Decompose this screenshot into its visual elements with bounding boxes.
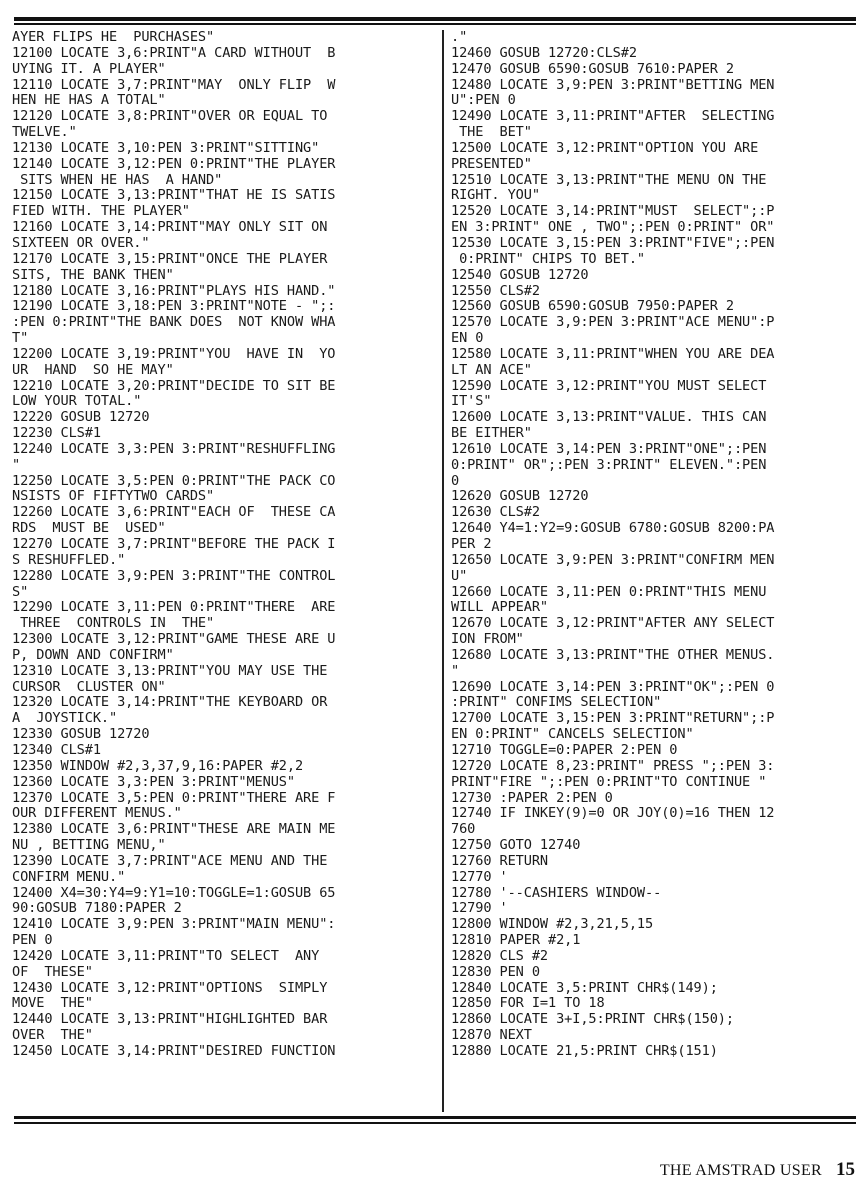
code-line: 12420 LOCATE 3,11:PRINT"TO SELECT ANY xyxy=(12,948,320,964)
code-line: 12290 LOCATE 3,11:PEN 0:PRINT"THERE ARE xyxy=(12,600,336,616)
code-line: 12160 LOCATE 3,14:PRINT"MAY ONLY SIT ON xyxy=(12,220,328,236)
code-line: SITS WHEN HE HAS A HAND" xyxy=(12,172,223,188)
code-line: SIXTEEN OR OVER." xyxy=(12,235,150,251)
code-line: OF THESE" xyxy=(12,964,93,980)
code-line: MOVE THE" xyxy=(12,996,93,1012)
code-line: 12510 LOCATE 3,13:PRINT"THE MENU ON THE xyxy=(451,172,767,188)
code-line: 0:PRINT" OR";:PEN 3:PRINT" ELEVEN.":PEN xyxy=(451,457,767,473)
code-line: 12260 LOCATE 3,6:PRINT"EACH OF THESE CA xyxy=(12,505,336,521)
code-line: EN 0 xyxy=(451,331,484,347)
code-line: 12650 LOCATE 3,9:PEN 3:PRINT"CONFIRM MEN xyxy=(451,552,775,568)
code-line: 12800 WINDOW #2,3,21,5,15 xyxy=(451,917,654,933)
code-line: 12530 LOCATE 3,15:PEN 3:PRINT"FIVE";:PEN xyxy=(451,235,775,251)
code-line: UYING IT. A PLAYER" xyxy=(12,61,166,77)
code-line: 12100 LOCATE 3,6:PRINT"A CARD WITHOUT B xyxy=(12,45,336,61)
code-line: 12440 LOCATE 3,13:PRINT"HIGHLIGHTED BAR xyxy=(12,1012,328,1028)
code-line: 12450 LOCATE 3,14:PRINT"DESIRED FUNCTION xyxy=(12,1044,336,1059)
code-line: RIGHT. YOU" xyxy=(451,188,540,204)
page-number: 15 xyxy=(836,1159,855,1180)
code-line: 12730 :PAPER 2:PEN 0 xyxy=(451,790,613,806)
code-line: 12560 GOSUB 6590:GOSUB 7950:PAPER 2 xyxy=(451,299,734,315)
code-line: ." xyxy=(451,30,468,45)
code-line: 12790 ' xyxy=(451,901,508,917)
code-line: 90:GOSUB 7180:PAPER 2 xyxy=(12,901,182,917)
code-line: 12320 LOCATE 3,14:PRINT"THE KEYBOARD OR xyxy=(12,695,328,711)
code-line: 12410 LOCATE 3,9:PEN 3:PRINT"MAIN MENU": xyxy=(12,917,336,933)
code-line: EN 3:PRINT" ONE , TWO";:PEN 0:PRINT" OR" xyxy=(451,220,775,236)
code-line: 12480 LOCATE 3,9:PEN 3:PRINT"BETTING MEN xyxy=(451,77,775,93)
code-line: 12170 LOCATE 3,15:PRINT"ONCE THE PLAYER xyxy=(12,251,328,267)
code-line: LOW YOUR TOTAL." xyxy=(12,394,142,410)
code-line: 12430 LOCATE 3,12:PRINT"OPTIONS SIMPLY xyxy=(12,980,328,996)
code-line: :PRINT" CONFIMS SELECTION" xyxy=(451,695,662,711)
code-line: 12270 LOCATE 3,7:PRINT"BEFORE THE PACK I xyxy=(12,537,336,552)
code-line: 12460 GOSUB 12720:CLS#2 xyxy=(451,45,637,61)
code-line: 12330 GOSUB 12720 xyxy=(12,727,150,743)
code-line: 12370 LOCATE 3,5:PEN 0:PRINT"THERE ARE F xyxy=(12,790,336,806)
code-line: U" xyxy=(451,568,468,584)
code-line: 0 xyxy=(451,473,460,489)
code-line: 12180 LOCATE 3,16:PRINT"PLAYS HIS HAND." xyxy=(12,283,336,299)
code-line: 12150 LOCATE 3,13:PRINT"THAT HE IS SATIS xyxy=(12,188,336,204)
code-line: 12700 LOCATE 3,15:PEN 3:PRINT"RETURN";:P xyxy=(451,711,775,727)
publication-name: THE AMSTRAD USER xyxy=(659,1162,822,1179)
code-line: 12760 RETURN xyxy=(451,853,549,869)
code-line: 12520 LOCATE 3,14:PRINT"MUST SELECT";:P xyxy=(451,204,775,220)
code-line: 12600 LOCATE 3,13:PRINT"VALUE. THIS CAN xyxy=(451,410,767,426)
code-line: 12490 LOCATE 3,11:PRINT"AFTER SELECTING xyxy=(451,109,775,125)
code-line: 12250 LOCATE 3,5:PEN 0:PRINT"THE PACK CO xyxy=(12,473,336,489)
column-divider xyxy=(442,30,444,1112)
code-line: 12280 LOCATE 3,9:PEN 3:PRINT"THE CONTROL xyxy=(12,568,336,584)
code-line: THREE CONTROLS IN THE" xyxy=(12,616,215,632)
code-line: 12740 IF INKEY(9)=0 OR JOY(0)=16 THEN 12 xyxy=(451,806,775,822)
code-line: 12300 LOCATE 3,12:PRINT"GAME THESE ARE U xyxy=(12,632,336,648)
code-line: 12690 LOCATE 3,14:PEN 3:PRINT"OK";:PEN 0 xyxy=(451,679,775,695)
top-rule-thin xyxy=(14,23,856,25)
code-line: PRINT"FIRE ";:PEN 0:PRINT"TO CONTINUE " xyxy=(451,774,767,790)
code-line: S" xyxy=(12,584,29,600)
page-footer xyxy=(660,1159,855,1181)
code-line: 12130 LOCATE 3,10:PEN 3:PRINT"SITTING" xyxy=(12,140,320,156)
code-line: 0:PRINT" CHIPS TO BET." xyxy=(451,251,646,267)
code-line: P, DOWN AND CONFIRM" xyxy=(12,647,174,663)
code-line: 12610 LOCATE 3,14:PEN 3:PRINT"ONE";:PEN xyxy=(451,441,767,457)
code-line: " xyxy=(451,663,460,679)
code-line: A JOYSTICK." xyxy=(12,711,118,727)
code-line: 12210 LOCATE 3,20:PRINT"DECIDE TO SIT BE xyxy=(12,378,336,394)
code-line: 12870 NEXT xyxy=(451,1028,532,1044)
listing-right-column xyxy=(451,30,861,1060)
code-line: 12750 GOTO 12740 xyxy=(451,838,581,854)
listing-left-column xyxy=(12,30,436,1060)
code-line: 12840 LOCATE 3,5:PRINT CHR$(149); xyxy=(451,980,718,996)
code-line: BE EITHER" xyxy=(451,426,532,442)
code-line: WILL APPEAR" xyxy=(451,600,549,616)
code-line: 760 xyxy=(451,822,476,838)
code-line: 12470 GOSUB 6590:GOSUB 7610:PAPER 2 xyxy=(451,61,734,77)
code-line: 12660 LOCATE 3,11:PEN 0:PRINT"THIS MENU xyxy=(451,584,767,600)
code-line: 12540 GOSUB 12720 xyxy=(451,267,589,283)
code-line: 12680 LOCATE 3,13:PRINT"THE OTHER MENUS. xyxy=(451,647,775,663)
code-line: " xyxy=(12,457,21,473)
code-line: PER 2 xyxy=(451,537,492,552)
code-line: 12240 LOCATE 3,3:PEN 3:PRINT"RESHUFFLING xyxy=(12,441,336,457)
top-rule xyxy=(14,17,856,21)
code-line: FIED WITH. THE PLAYER" xyxy=(12,204,190,220)
code-line: THE BET" xyxy=(451,125,532,141)
code-line: OVER THE" xyxy=(12,1028,93,1044)
code-line: EN 0:PRINT" CANCELS SELECTION" xyxy=(451,727,694,743)
code-line: T" xyxy=(12,331,29,347)
code-line: 12720 LOCATE 8,23:PRINT" PRESS ";:PEN 3: xyxy=(451,758,775,774)
code-line: 12640 Y4=1:Y2=9:GOSUB 6780:GOSUB 8200:PA xyxy=(451,521,775,537)
code-line: 12360 LOCATE 3,3:PEN 3:PRINT"MENUS" xyxy=(12,774,295,790)
code-line: 12620 GOSUB 12720 xyxy=(451,489,589,505)
code-line: 12570 LOCATE 3,9:PEN 3:PRINT"ACE MENU":P xyxy=(451,315,775,331)
code-line: 12590 LOCATE 3,12:PRINT"YOU MUST SELECT xyxy=(451,378,767,394)
code-line: PRESENTED" xyxy=(451,156,532,172)
code-line: 12810 PAPER #2,1 xyxy=(451,933,581,949)
code-line: 12140 LOCATE 3,12:PEN 0:PRINT"THE PLAYER xyxy=(12,156,336,172)
code-line: 12390 LOCATE 3,7:PRINT"ACE MENU AND THE xyxy=(12,853,328,869)
code-line: :PEN 0:PRINT"THE BANK DOES NOT KNOW WHA xyxy=(12,315,336,331)
code-line: PEN 0 xyxy=(12,933,53,949)
code-line: 12400 X4=30:Y4=9:Y1=10:TOGGLE=1:GOSUB 65 xyxy=(12,885,336,901)
code-line: 12770 ' xyxy=(451,869,508,885)
code-line: NSISTS OF FIFTYTWO CARDS" xyxy=(12,489,215,505)
code-line: HEN HE HAS A TOTAL" xyxy=(12,93,166,109)
code-line: 12580 LOCATE 3,11:PRINT"WHEN YOU ARE DEA xyxy=(451,346,775,362)
code-line: 12830 PEN 0 xyxy=(451,964,540,980)
code-line: 12670 LOCATE 3,12:PRINT"AFTER ANY SELECT xyxy=(451,616,775,632)
code-line: 12880 LOCATE 21,5:PRINT CHR$(151) xyxy=(451,1044,718,1059)
bottom-rule xyxy=(14,1116,856,1119)
code-line: U":PEN 0 xyxy=(451,93,516,109)
code-line: 12860 LOCATE 3+I,5:PRINT CHR$(150); xyxy=(451,1012,734,1028)
code-line: 12200 LOCATE 3,19:PRINT"YOU HAVE IN YO xyxy=(12,346,336,362)
code-line: 12310 LOCATE 3,13:PRINT"YOU MAY USE THE xyxy=(12,663,328,679)
code-line: 12630 CLS#2 xyxy=(451,505,540,521)
code-line: 12710 TOGGLE=0:PAPER 2:PEN 0 xyxy=(451,742,678,758)
code-line: ION FROM" xyxy=(451,632,524,648)
code-line: S RESHUFFLED." xyxy=(12,552,126,568)
code-line: 12110 LOCATE 3,7:PRINT"MAY ONLY FLIP W xyxy=(12,77,336,93)
code-line: UR HAND SO HE MAY" xyxy=(12,362,174,378)
code-line: CURSOR CLUSTER ON" xyxy=(12,679,166,695)
code-line: 12850 FOR I=1 TO 18 xyxy=(451,996,605,1012)
code-line: NU , BETTING MENU," xyxy=(12,838,166,854)
code-line: LT AN ACE" xyxy=(451,362,532,378)
code-line: 12190 LOCATE 3,18:PEN 3:PRINT"NOTE - ";: xyxy=(12,299,336,315)
code-line: 12340 CLS#1 xyxy=(12,742,101,758)
code-line: RDS MUST BE USED" xyxy=(12,521,166,537)
code-line: 12220 GOSUB 12720 xyxy=(12,410,150,426)
code-line: 12550 CLS#2 xyxy=(451,283,540,299)
bottom-rule-thin xyxy=(14,1122,856,1124)
code-line: OUR DIFFERENT MENUS." xyxy=(12,806,182,822)
code-line: 12120 LOCATE 3,8:PRINT"OVER OR EQUAL TO xyxy=(12,109,328,125)
code-line: TWELVE." xyxy=(12,125,77,141)
code-line: 12380 LOCATE 3,6:PRINT"THESE ARE MAIN ME xyxy=(12,822,336,838)
code-line: AYER FLIPS HE PURCHASES" xyxy=(12,30,215,45)
code-line: 12350 WINDOW #2,3,37,9,16:PAPER #2,2 xyxy=(12,758,304,774)
code-line: SITS, THE BANK THEN" xyxy=(12,267,174,283)
code-line: 12780 '--CASHIERS WINDOW-- xyxy=(451,885,662,901)
code-line: 12500 LOCATE 3,12:PRINT"OPTION YOU ARE xyxy=(451,140,759,156)
code-line: 12820 CLS #2 xyxy=(451,948,549,964)
code-line: CONFIRM MENU." xyxy=(12,869,126,885)
code-line: 12230 CLS#1 xyxy=(12,426,101,442)
code-line: IT'S" xyxy=(451,394,492,410)
